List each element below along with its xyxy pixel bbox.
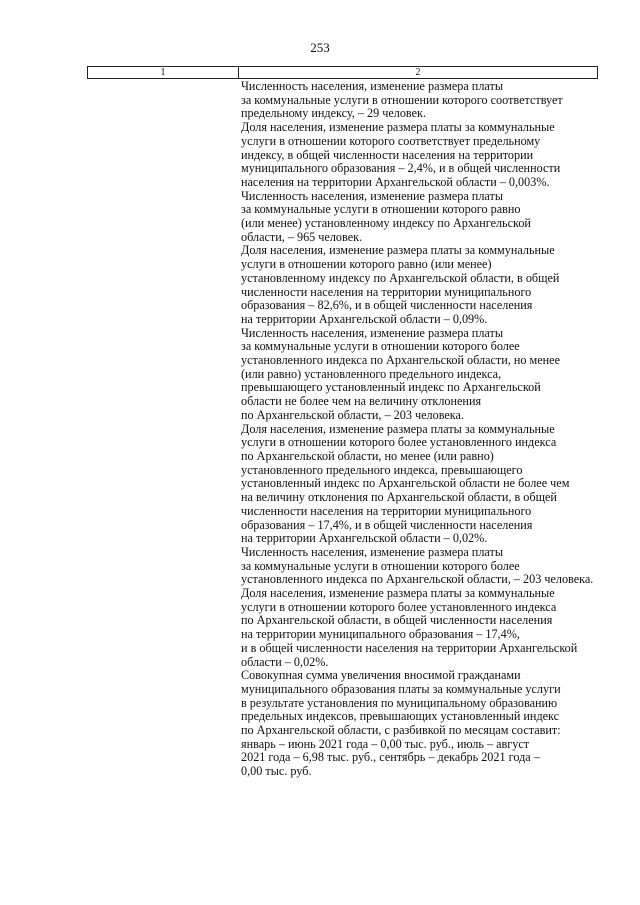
paragraph bbox=[241, 587, 606, 669]
text-line: Численность населения, изменение размера платы bbox=[241, 325, 504, 340]
text-line: области – 0,02%. bbox=[241, 654, 329, 669]
paragraph bbox=[241, 423, 606, 546]
text-line: 0,00 тыс. руб. bbox=[241, 764, 312, 779]
text-line: Численность населения, изменение размера платы bbox=[241, 79, 504, 93]
column-header-1: 1 bbox=[88, 67, 239, 79]
text-line: по Архангельской области, но менее (или равно) bbox=[241, 448, 494, 463]
text-line: населения на территории Архангельской области – 0,003%. bbox=[241, 174, 550, 189]
text-line: муниципального образования платы за коммунальные услуги bbox=[241, 681, 561, 696]
text-line: установленному индексу по Архангельской области, в общей bbox=[241, 270, 560, 285]
text-line: по Архангельской области, – 203 человека. bbox=[241, 407, 464, 422]
text-line: Доля населения, изменение размера платы за коммунальные bbox=[241, 120, 555, 135]
text-line: области, – 965 человек. bbox=[241, 229, 363, 244]
document-body bbox=[241, 80, 606, 779]
column-header-row bbox=[88, 67, 598, 79]
paragraph bbox=[241, 190, 606, 245]
text-line: индексу, в общей численности населения на территории bbox=[241, 147, 534, 162]
text-line: на территории Архангельской области – 0,02%. bbox=[241, 531, 488, 546]
paragraph bbox=[241, 327, 606, 423]
text-line: и в общей численности населения на территории Архангельской bbox=[241, 640, 578, 655]
text-line: январь – июнь 2021 года – 0,00 тыс. руб., июль – август bbox=[241, 736, 530, 751]
text-line: Доля населения, изменение размера платы за коммунальные bbox=[241, 586, 555, 601]
text-line: по Архангельской области, с разбивкой по месяцам составит: bbox=[241, 723, 561, 738]
text-line: услуги в отношении которого равно (или менее) bbox=[241, 257, 492, 272]
text-line: предельных индексов, превышающих установленный индекс bbox=[241, 709, 560, 724]
text-line: установленного предельного индекса, превышающего bbox=[241, 462, 523, 477]
text-line: муниципального образования – 2,4%, и в общей численности bbox=[241, 161, 561, 176]
text-line: Совокупная сумма увеличения вносимой гражданами bbox=[241, 668, 521, 683]
column-header-2: 2 bbox=[239, 67, 598, 79]
paragraph bbox=[241, 121, 606, 190]
paragraph bbox=[241, 244, 606, 326]
text-line: установленный индекс по Архангельской области не более чем bbox=[241, 476, 570, 491]
column-header-table bbox=[87, 66, 598, 79]
text-line: услуги в отношении которого соответствует предельному bbox=[241, 133, 541, 148]
text-line: Численность населения, изменение размера платы bbox=[241, 544, 504, 559]
text-line: образования – 17,4%, и в общей численности населения bbox=[241, 517, 533, 532]
text-line: в результате установления по муниципальному образованию bbox=[241, 695, 558, 710]
text-line: численности населения на территории муниципального bbox=[241, 284, 532, 299]
page-number: 253 bbox=[310, 40, 330, 55]
text-line: на величину отклонения по Архангельской области, в общей bbox=[241, 490, 557, 505]
text-line: (или равно) установленного предельного индекса, bbox=[241, 366, 502, 381]
text-line: по Архангельской области, в общей численности населения bbox=[241, 613, 553, 628]
text-line: услуги в отношении которого более установленного индекса bbox=[241, 435, 557, 450]
paragraph bbox=[241, 80, 606, 121]
text-line: образования – 82,6%, и в общей численности населения bbox=[241, 298, 533, 313]
text-line: предельному индексу, – 29 человек. bbox=[241, 106, 426, 121]
text-line: за коммунальные услуги в отношении которого более bbox=[241, 558, 520, 573]
text-line: за коммунальные услуги в отношении которого более bbox=[241, 339, 520, 354]
text-line: 2021 года – 6,98 тыс. руб., сентябрь – декабрь 2021 года – bbox=[241, 750, 540, 765]
text-line: Численность населения, изменение размера платы bbox=[241, 188, 504, 203]
paragraph bbox=[241, 669, 606, 779]
text-line: установленного индекса по Архангельской области, – 203 человека. bbox=[241, 572, 594, 587]
text-line: на территории Архангельской области – 0,09%. bbox=[241, 311, 488, 326]
text-line: за коммунальные услуги в отношении которого равно bbox=[241, 202, 521, 217]
text-line: превышающего установленный индекс по Архангельской bbox=[241, 380, 541, 395]
text-line: численности населения на территории муниципального bbox=[241, 503, 532, 518]
text-line: услуги в отношении которого более установленного индекса bbox=[241, 599, 557, 614]
text-line: на территории муниципального образования – 17,4%, bbox=[241, 627, 520, 642]
paragraph bbox=[241, 546, 606, 587]
text-line: Доля населения, изменение размера платы за коммунальные bbox=[241, 243, 555, 258]
text-line: области не более чем на величину отклонения bbox=[241, 394, 482, 409]
text-line: (или менее) установленному индексу по Архангельской bbox=[241, 216, 531, 231]
text-line: установленного индекса по Архангельской области, но менее bbox=[241, 353, 560, 368]
text-line: Доля населения, изменение размера платы за коммунальные bbox=[241, 421, 555, 436]
text-line: за коммунальные услуги в отношении которого соответствует bbox=[241, 92, 563, 107]
